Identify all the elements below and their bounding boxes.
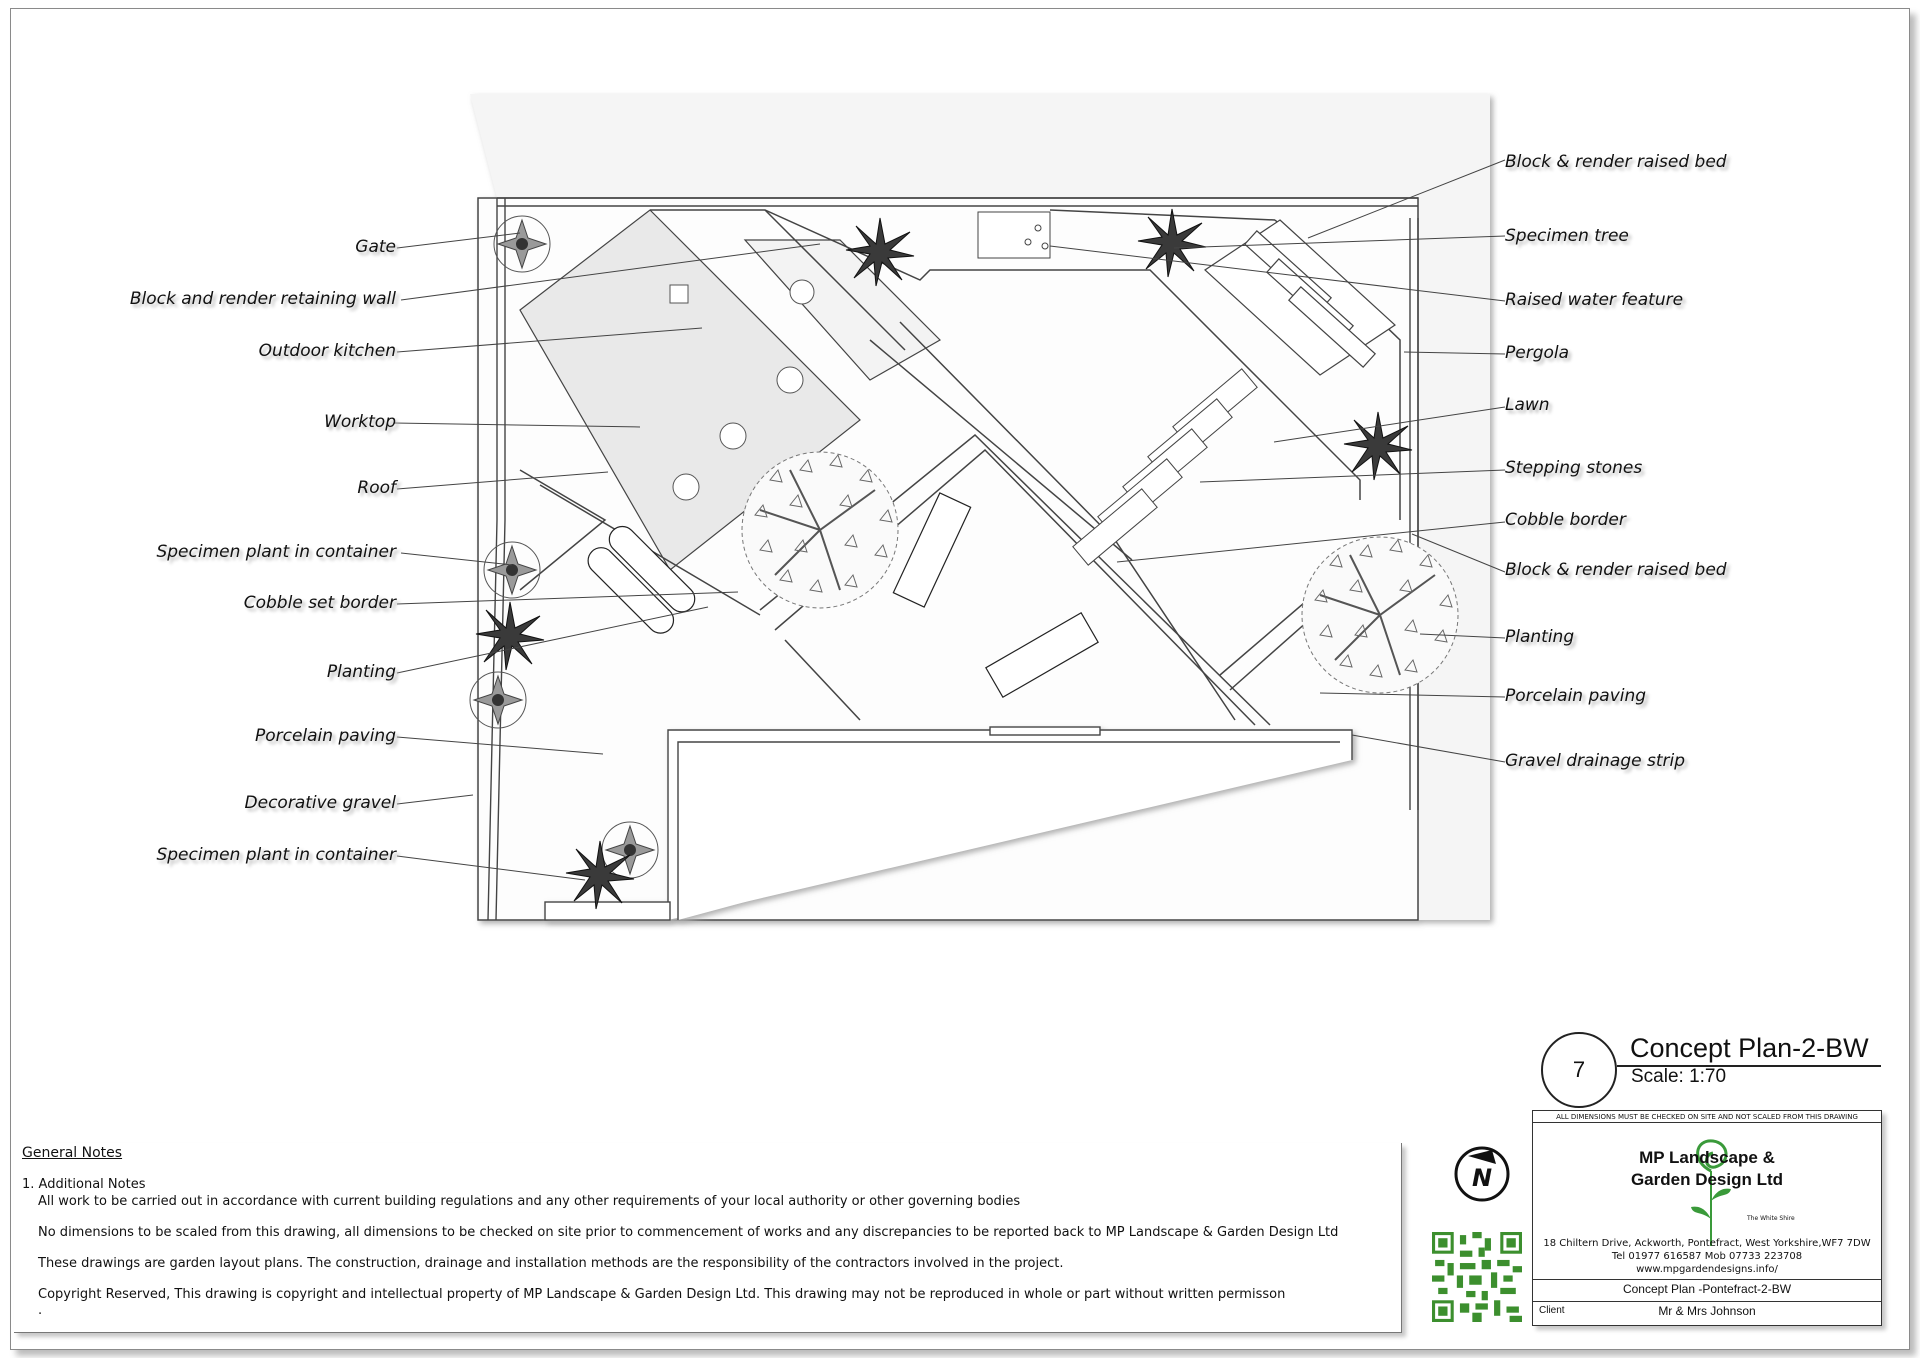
company-contact (1533, 1237, 1881, 1276)
label-cobble-set-border: Cobble set border (243, 593, 396, 613)
north-arrow-icon (1452, 1142, 1512, 1202)
client-row (1533, 1301, 1881, 1326)
drawing-scale: Scale: 1:70 (1631, 1066, 1727, 1087)
label-porcelain-paving-right: Porcelain paving (1505, 686, 1647, 706)
company-name (1533, 1147, 1881, 1191)
company-line-2: Garden Design Ltd (1630, 1170, 1784, 1189)
label-worktop: Worktop (324, 412, 396, 432)
label-porcelain-paving-left: Porcelain paving (254, 726, 396, 746)
note-item: All work to be carried out in accordance with current building regulations and any other requirements of your local authority or other governing bodies (38, 1194, 1021, 1209)
scale-warning: ALL DIMENSIONS MUST BE CHECKED ON SITE AND NOT SCALED FROM THIS DRAWING (1533, 1111, 1881, 1123)
label-cobble-border: Cobble border (1505, 510, 1626, 530)
note-item: Copyright Reserved, This drawing is copyright and intellectual property of MP Landscape & Garden Design Ltd. This drawing may not be reproduced in whole or part without written permisson (38, 1287, 1286, 1302)
label-outdoor-kitchen: Outdoor kitchen (258, 341, 396, 361)
company-address: 18 Chiltern Drive, Ackworth, Pontefract, West Yorkshire,WF7 7DW (1543, 1238, 1871, 1249)
label-decorative-gravel: Decorative gravel (244, 793, 396, 813)
label-retaining-wall: Block and render retaining wall (129, 289, 396, 309)
company-line-1: MP Landscape & (1639, 1148, 1775, 1167)
note-item: . (38, 1303, 43, 1318)
label-specimen-tree: Specimen tree (1505, 226, 1629, 246)
drawing-title: Concept Plan-2-BW (1630, 1033, 1869, 1063)
label-gravel-drainage-strip: Gravel drainage strip (1505, 751, 1686, 771)
project-name: Concept Plan -Pontefract-2-BW (1622, 1282, 1792, 1296)
project-row (1533, 1279, 1881, 1301)
label-specimen-plant-1: Specimen plant in container (156, 542, 396, 562)
notes-title: General Notes (22, 1145, 123, 1161)
note-item: These drawings are garden layout plans. The construction, drainage and installation methods are the responsibility of the contractors involved in the project. (38, 1256, 1064, 1271)
note-item: No dimensions to be scaled from this drawing, all dimensions to be checked on site prior to commencement of works and any discrepancies to be reported back to MP Landscape & Garden Design Ltd (38, 1225, 1339, 1240)
label-pergola: Pergola (1505, 343, 1570, 363)
label-planting-right: Planting (1505, 627, 1575, 647)
company-phone: Tel 01977 616587 Mob 07733 223708 (1611, 1251, 1803, 1262)
label-specimen-plant-2: Specimen plant in container (156, 845, 396, 865)
client-name: Mr & Mrs Johnson (1658, 1304, 1756, 1318)
label-planting-left: Planting (326, 662, 396, 682)
label-water-feature: Raised water feature (1505, 290, 1684, 310)
drawing-number: 7 (1541, 1032, 1617, 1108)
company-web: www.mpgardendesigns.info/ (1636, 1264, 1778, 1275)
label-gate: Gate (355, 237, 396, 257)
qr-code-icon (1432, 1232, 1522, 1322)
label-lawn: Lawn (1505, 395, 1550, 415)
label-roof: Roof (357, 478, 396, 498)
company-motto: The White Shire (1747, 1215, 1795, 1222)
notes-subtitle: 1. Additional Notes (22, 1177, 146, 1192)
title-block (1532, 1110, 1882, 1326)
label-stepping-stones: Stepping stones (1505, 458, 1643, 478)
label-raised-bed-top: Block & render raised bed (1505, 152, 1727, 172)
north-letter: N (1471, 1164, 1493, 1192)
label-raised-bed-mid: Block & render raised bed (1505, 560, 1727, 580)
client-key: Client (1539, 1305, 1565, 1316)
